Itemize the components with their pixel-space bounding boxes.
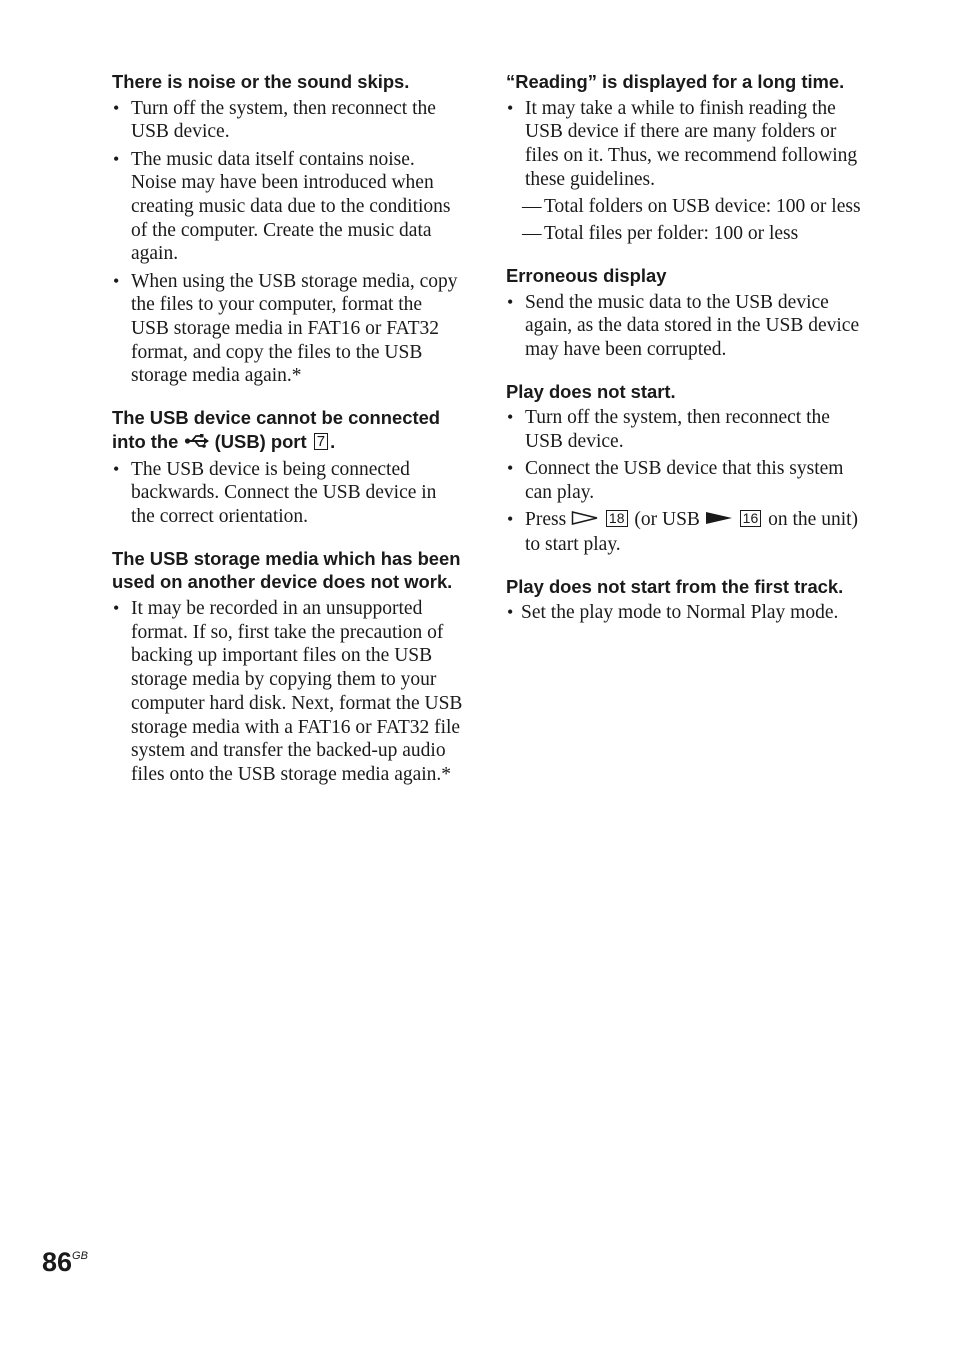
bullet-icon: •	[113, 598, 120, 619]
bullet-list	[112, 97, 464, 388]
heading-text: (USB) port	[214, 430, 307, 452]
list-item-text: It may take a while to finish reading the USB device if there are many folders or files on it. Thus, we recommend following these guidelines.	[525, 97, 858, 190]
list-item-text: When using the USB storage media, copy the files to your computer, format the USB storage media in FAT16 or FAT32 format, and copy the files to the USB storage media again.*	[131, 270, 458, 387]
section-storage-media	[112, 547, 464, 787]
list-item-text: Send the music data to the USB device again, as the data stored in the USB device may have been corrupted.	[525, 291, 860, 361]
bullet-icon: •	[507, 602, 514, 623]
play-outline-icon	[571, 509, 599, 533]
dash-list	[506, 195, 862, 246]
list-item	[112, 597, 464, 787]
section-heading	[112, 406, 464, 454]
press-end-text: on the unit) to start play.	[525, 509, 859, 555]
bullet-icon: •	[113, 270, 120, 291]
bullet-icon: •	[507, 509, 514, 530]
dash-item	[506, 195, 862, 219]
list-item-text: It may be recorded in an unsupported format. If so, first take the precaution of backing up important files on the USB storage media by copying them to your computer hard disk. Next, format the USB storage media with a FAT16 or FAT32 file system and transfer the backed-up audio files onto the USB storage media again.*	[131, 598, 463, 785]
section-heading: “Reading” is displayed for a long time.	[506, 71, 845, 92]
bullet-icon: •	[507, 458, 514, 479]
section-heading: Play does not start.	[506, 380, 676, 402]
list-item-text: Connect the USB device that this system can play.	[525, 458, 844, 504]
bullet-icon: •	[113, 458, 120, 479]
bullet-list	[112, 597, 464, 787]
list-item	[112, 270, 464, 389]
bullet-icon: •	[113, 97, 120, 118]
bullet-icon: •	[507, 291, 514, 312]
list-item	[506, 457, 862, 504]
heading-end: .	[330, 430, 336, 452]
list-item	[112, 148, 464, 267]
dash-item-text: Total folders on USB device: 100 or less	[544, 196, 861, 218]
bullet-list	[506, 291, 862, 362]
bullet-list	[506, 601, 862, 625]
page-region-code: GB	[72, 1250, 88, 1262]
dash-icon: —	[522, 223, 542, 245]
section-reading	[506, 70, 862, 246]
bullet-icon: •	[507, 407, 514, 428]
bullet-list	[506, 406, 862, 556]
dash-item	[506, 222, 862, 246]
page-number: 86	[42, 1247, 73, 1277]
play-filled-icon	[705, 509, 733, 533]
list-item	[112, 97, 464, 144]
right-column	[506, 70, 862, 643]
bullet-icon: •	[507, 97, 514, 118]
list-item	[506, 406, 862, 453]
callout-number: 18	[606, 510, 628, 527]
list-item-text: Turn off the system, then reconnect the USB device.	[525, 407, 830, 453]
list-item-text: The music data itself contains noise. Noise may have been introduced when creating music data due to the conditions of the computer. Create the music data again.	[131, 148, 451, 265]
bullet-icon: •	[113, 148, 120, 169]
list-item	[506, 97, 862, 192]
list-item-text: Set the play mode to Normal Play mode.	[521, 602, 839, 624]
section-play-not-start	[506, 380, 862, 557]
dash-icon: —	[522, 196, 542, 218]
list-item	[506, 291, 862, 362]
dash-item-text: Total files per folder: 100 or less	[544, 223, 799, 245]
list-item	[506, 508, 862, 556]
left-column	[112, 70, 464, 805]
callout-number: 16	[740, 510, 762, 527]
section-heading: Play does not start from the first track.	[506, 575, 844, 597]
list-item	[112, 458, 464, 529]
list-item-text: The USB device is being connected backwards. Connect the USB device in the correct orientation.	[131, 458, 437, 527]
press-word: Press	[525, 509, 567, 531]
callout-number: 7	[314, 433, 328, 450]
usb-icon	[184, 431, 210, 455]
section-noise	[112, 70, 464, 388]
page-footer	[42, 1247, 88, 1278]
bullet-list	[112, 458, 464, 529]
section-heading: The USB storage media which has been used on another device does not work.	[112, 547, 461, 593]
section-erroneous-display	[506, 264, 862, 362]
section-heading: There is noise or the sound skips.	[112, 71, 410, 92]
list-item	[506, 601, 862, 625]
section-heading: Erroneous display	[506, 264, 667, 286]
section-usb-connect	[112, 406, 464, 529]
bullet-list	[506, 97, 862, 192]
press-mid-text: (or USB	[634, 509, 700, 531]
section-first-track	[506, 575, 862, 625]
heading-text: The USB device cannot be connected into the	[112, 407, 441, 452]
list-item-text: Turn off the system, then reconnect the USB device.	[131, 97, 436, 143]
